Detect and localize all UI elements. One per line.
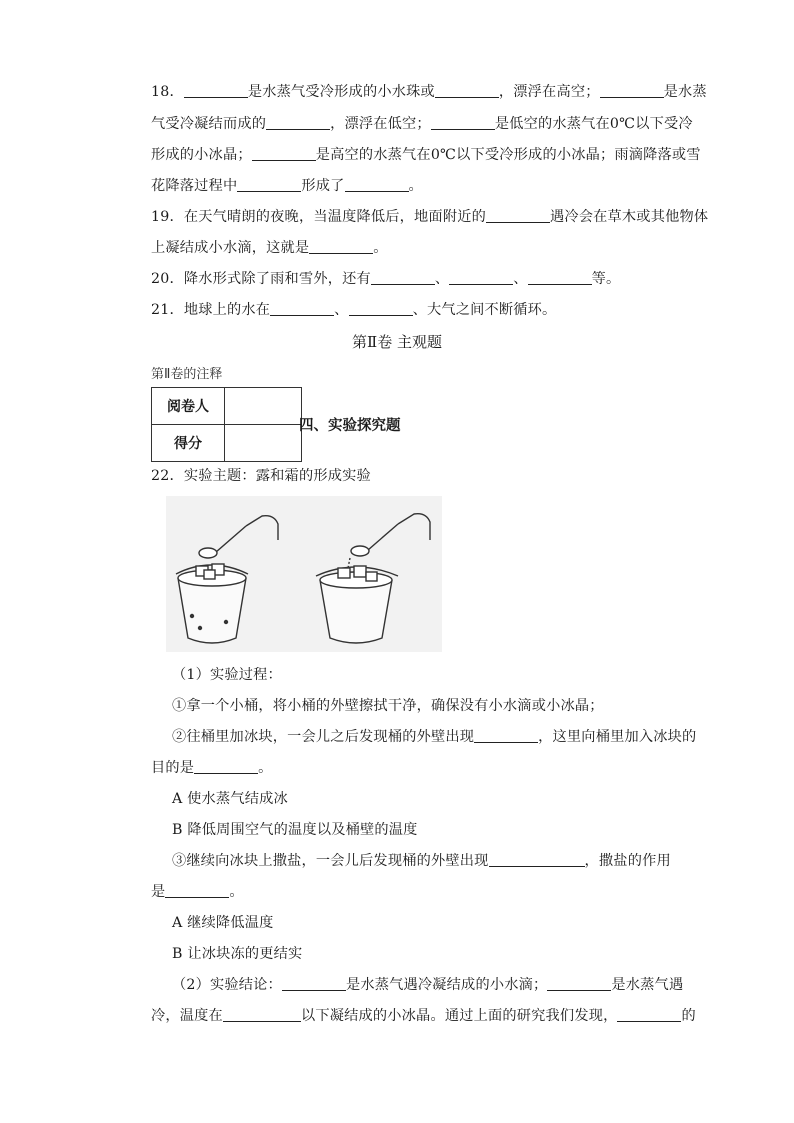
answer-blank[interactable] bbox=[223, 1007, 301, 1022]
answer-blank[interactable] bbox=[547, 976, 611, 991]
reviewer-cell[interactable] bbox=[225, 388, 302, 425]
step1: ①拿一个小桶，将小桶的外壁擦拭干净，确保没有小水滴或小冰晶； bbox=[172, 698, 604, 714]
score-label: 得分 bbox=[152, 425, 225, 462]
q19-line2: 上凝结成小水滴，这就是 。 bbox=[151, 240, 388, 256]
process-label: （1）实验过程： bbox=[172, 667, 282, 683]
answer-blank[interactable] bbox=[165, 883, 229, 898]
answer-blank[interactable] bbox=[617, 1007, 681, 1022]
answer-blank[interactable] bbox=[435, 83, 499, 98]
grader-table bbox=[151, 387, 302, 462]
q18-line3: 形成的小冰晶； 是高空的水蒸气在0℃以下受冷形成的小冰晶；雨滴降落或雪 bbox=[151, 147, 701, 163]
step3-line2: 是 。 bbox=[151, 884, 244, 900]
option-b1[interactable]: B 降低周围空气的温度以及桶壁的温度 bbox=[172, 822, 418, 838]
answer-blank[interactable] bbox=[431, 115, 495, 130]
reviewer-label: 阅卷人 bbox=[152, 388, 225, 425]
q20-line: 20．降水形式除了雨和雪外，还有 、 、 等。 bbox=[151, 271, 621, 287]
answer-blank[interactable] bbox=[309, 239, 373, 254]
step3-line1: ③继续向冰块上撒盐，一会儿后发现桶的外壁出现 ，撒盐的作用 bbox=[172, 853, 671, 869]
q18-line1: 18． 是水蒸气受冷形成的小水珠或 ，漂浮在高空； 是水蒸 bbox=[151, 84, 707, 100]
answer-blank[interactable] bbox=[489, 852, 585, 867]
answer-blank[interactable] bbox=[194, 759, 258, 774]
answer-blank[interactable] bbox=[237, 177, 301, 192]
answer-blank[interactable] bbox=[371, 270, 435, 285]
answer-blank[interactable] bbox=[282, 976, 346, 991]
conclusion-line2: 冷，温度在 以下凝结成的小冰晶。通过上面的研究我们发现， 的 bbox=[151, 1008, 696, 1024]
experiment-figure bbox=[166, 496, 442, 652]
answer-blank[interactable] bbox=[600, 83, 664, 98]
q18-line4: 花降落过程中 形成了 。 bbox=[151, 178, 423, 194]
answer-blank[interactable] bbox=[266, 115, 330, 130]
q19-line1: 19．在天气晴朗的夜晚，当温度降低后，地面附近的 遇冷会在草木或其他物体 bbox=[151, 209, 709, 225]
option-b2[interactable]: B 让冰块冻的更结实 bbox=[172, 946, 303, 962]
part-title: 第Ⅱ卷 主观题 bbox=[352, 333, 442, 351]
answer-blank[interactable] bbox=[349, 301, 413, 316]
part-note: 第Ⅱ卷的注释 bbox=[151, 367, 223, 382]
step2-line1: ②往桶里加冰块，一会儿之后发现桶的外壁出现 ，这里向桶里加入冰块的 bbox=[172, 729, 697, 745]
answer-blank[interactable] bbox=[528, 270, 592, 285]
answer-blank[interactable] bbox=[486, 208, 550, 223]
answer-blank[interactable] bbox=[345, 177, 409, 192]
option-a1[interactable]: A 使水蒸气结成冰 bbox=[172, 791, 288, 807]
conclusion-line1: （2）实验结论： 是水蒸气遇冷凝结成的小水滴； 是水蒸气遇 bbox=[172, 977, 684, 993]
answer-blank[interactable] bbox=[184, 83, 248, 98]
option-a2[interactable]: A 继续降低温度 bbox=[172, 915, 274, 931]
step2-line2: 目的是 。 bbox=[151, 760, 273, 776]
answer-blank[interactable] bbox=[449, 270, 513, 285]
q18-number: 18． bbox=[151, 84, 184, 100]
q21-line: 21．地球上的水在 、 、大气之间不断循环。 bbox=[151, 302, 557, 318]
answer-blank[interactable] bbox=[270, 301, 334, 316]
score-cell[interactable] bbox=[225, 425, 302, 462]
section-title: 四、实验探究题 bbox=[299, 418, 401, 434]
q22-title: 22．实验主题：露和霜的形成实验 bbox=[151, 468, 371, 484]
answer-blank[interactable] bbox=[252, 146, 316, 161]
q18-line2: 气受冷凝结而成的 ，漂浮在低空； 是低空的水蒸气在0℃以下受冷 bbox=[151, 116, 693, 132]
answer-blank[interactable] bbox=[474, 728, 538, 743]
